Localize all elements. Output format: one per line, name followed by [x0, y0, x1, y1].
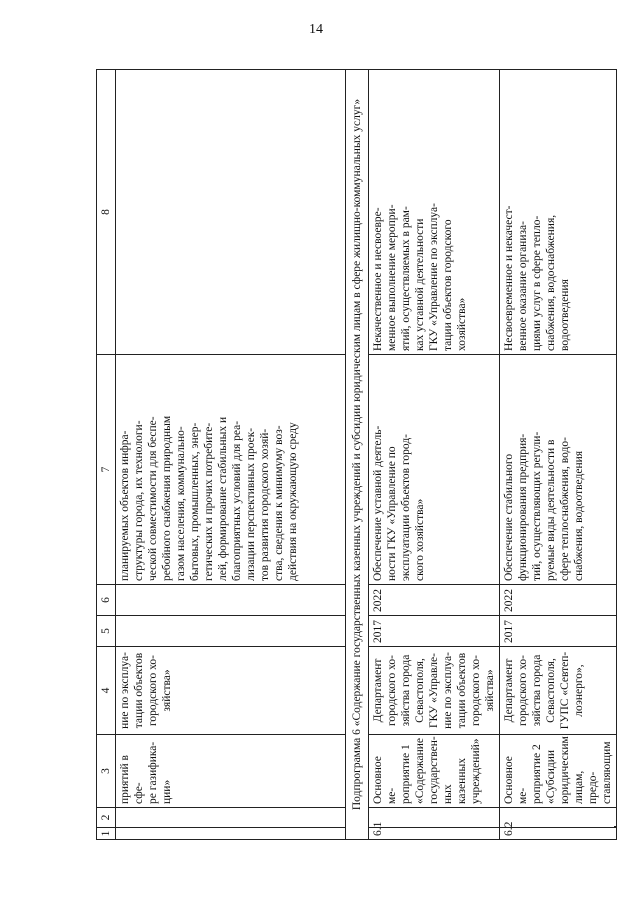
cell-result: Обеспечение уставной деятель- ности ГКУ «Управление по эксплуатации объектов город- ского хозяйства» [369, 355, 500, 585]
cell-code [369, 808, 500, 828]
subprogram-title: Подпрограмма 6 «Содержание государственных казенных учреждений и субсидии юридическим лицам в сфере жилищно-коммунальных услуг» [346, 70, 369, 840]
header-cell: 8 [97, 70, 116, 355]
header-cell: 6 [97, 585, 116, 616]
table-row [500, 70, 617, 840]
cell-result: планируемых объектов инфра- структуры города, их технологи- ческой совместимости для беспе- ребойного снабжения природным газом населения, коммунально- бытовых, промышленных, энер- гетических и прочих потребите- лей, формирование стабильных и благоприятных условий для реа- лизации перспективных проек- тов развития городского хозяй- ства, сведения к минимуму воз- действия на окружающую среду [116, 355, 346, 585]
cell-start-year: 2017 [369, 616, 500, 647]
cell-consequence: Некачественное и несвоевре- менное выполнение меропри- ятий, осуществляемых в рам- ках уставной деятельности ГКУ «Управление по эксплуа- тации объектов городского хозяйства» [369, 70, 500, 355]
cell-number [116, 828, 346, 840]
cell-activity: приятий в сфе- ре газифика- ции» [116, 735, 346, 808]
cell-start-year: 2017 [500, 616, 617, 647]
table-row [116, 70, 346, 840]
cell-result: Обеспечение стабильного функционирования предприя- тий, осуществляющих регули- руемые виды деятельности в сфере теплоснабжения, водо- снабжения, водоотведения [500, 355, 617, 585]
cell-number: 6.1 [369, 828, 500, 840]
cell-executor: ние по эксплуа- тации объектов городского хо- зяйства» [116, 647, 346, 735]
cell-code [116, 808, 346, 828]
header-cell: 4 [97, 647, 116, 735]
cell-executor: Департамент городского хо- зяйства города Севастополя, ГУПС «Севтеп- лоэнерго», [500, 647, 617, 735]
cell-executor: Департамент городского хо- зяйства города Севастополя, ГКУ «Управле- ние по эксплуа- тации объектов городского хо- зяйства» [369, 647, 500, 735]
cell-consequence: Несвоевременное и некачест- венное оказание организа- циями услуг в сфере тепло- снабжения, водоснабжения, водоотведения [500, 70, 617, 355]
subprogram-row [346, 70, 369, 840]
cell-number: 6.2 [500, 828, 617, 840]
header-cell: 5 [97, 616, 116, 647]
header-cell: 3 [97, 735, 116, 808]
cell-end-year: 2022 [369, 585, 500, 616]
page-number: 14 [309, 22, 323, 37]
cell-code [500, 808, 617, 828]
cell-consequence [116, 70, 346, 355]
cell-activity: Основное ме- роприятие 1 «Содержание государствен- ных казенных учреждений» [369, 735, 500, 808]
program-table [96, 69, 617, 840]
header-cell: 2 [97, 808, 116, 828]
cell-start-year [116, 616, 346, 647]
table-row [369, 70, 500, 840]
header-cell: 1 [97, 828, 116, 840]
cell-activity: Основное ме- роприятие 2 «Субсидии юридическим лицам, предо- ставляющим [500, 735, 617, 808]
header-row [97, 70, 116, 840]
cell-end-year: 2022 [500, 585, 617, 616]
cell-end-year [116, 585, 346, 616]
rotated-table-container [96, 70, 614, 840]
header-cell: 7 [97, 355, 116, 585]
